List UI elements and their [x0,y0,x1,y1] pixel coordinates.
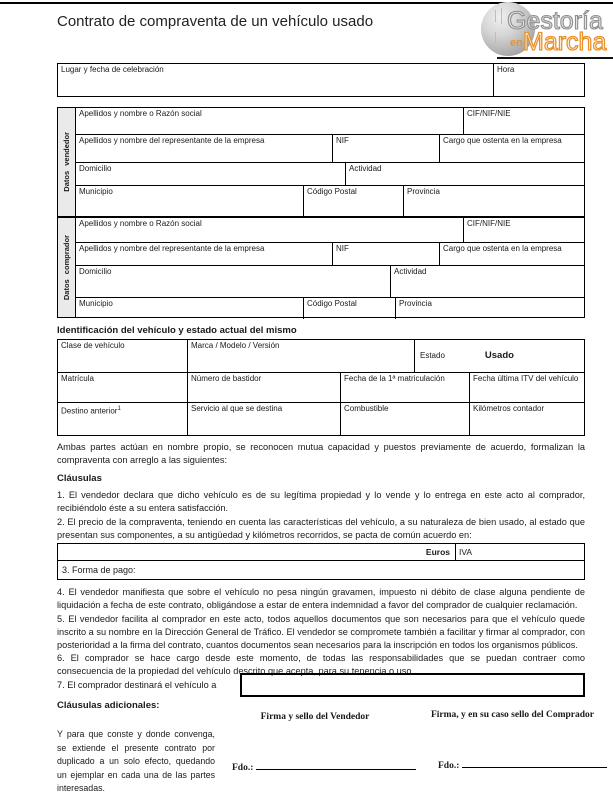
state-value: Usado [484,350,514,361]
buyer-fdo-label: Fdo.: [438,761,460,771]
logo-word-marcha: Marcha [523,28,607,56]
price-table [57,543,585,580]
vehicle-itv-field: Fecha última ITV del vehículo [473,374,579,383]
seller-nif-field: NIF [333,135,440,162]
buyer-id-field: CIF/NIF/NIE [467,219,511,228]
seller-section [57,107,585,217]
seller-signed-line [232,760,416,773]
payment-method-field: 3. Forma de pago: [62,565,136,575]
seller-signature-rule [256,760,416,770]
state-label: Estado [420,351,445,360]
buyer-address-field: Domicilio [76,266,391,297]
buyer-representative-field: Apellidos y nombre del representante de la empresa [76,243,333,265]
field-hora: Hora [497,65,515,74]
clause-1: 1. El vendedor declara que dicho vehículo es de su legítima propiedad y lo vende y lo entrega en este acto al comprador, recibiéndolo éste a su entera satisfacción. [57,490,585,513]
euros-amount-field: Euros [58,544,456,560]
clause-7: 7. El comprador destinará el vehículo a [57,680,217,690]
logo-underline [497,57,613,59]
vehicle-section-heading: Identificación del vehículo y estado actual del mismo [57,325,297,336]
vehicle-table [57,339,585,436]
vehicle-brand-field: Marca / Modelo / Versión [188,340,415,372]
buyer-signature-rule [462,758,607,768]
seller-signature-caption: Firma y sello del Vendedor [260,712,370,722]
clause-2: 2. El precio de la compraventa, teniendo en cuenta las características del vehículo, a su naturaleza de bien usado, al estado que presentan sus componentes, a su antigüedad y kilómetros recorridos, se pacta de común acuerdo en: [57,517,585,540]
seller-activity-field: Actividad [349,164,382,173]
vehicle-chassis-field: Número de bastidor [188,373,341,402]
prev-dest-label: Destino anterior [61,406,118,416]
seller-address-field: Domicilio [76,163,346,185]
logo-word-gestoria: Gestoría [507,7,603,35]
additional-clauses-heading: Cláusulas adicionales: [57,700,160,711]
seller-side-label: Datos vendedor [57,107,75,217]
clause-5: 5. El vendedor facilita al comprador en este acto, todos aquellos documentos que son necesarios para que el vehículo quede inscrito a su nombre en la Dirección General de Tráfico. El vendedor se compromete también a facilitar y firmar al comprador, con posterioridad a la firma del contrato, cuantos documentos sean necesarios para la inscripción en todos los organismos públicos. [57,614,585,650]
seller-position-field: Cargo que ostenta en la empresa [443,136,562,145]
celebration-table [57,63,585,97]
clause-6: 6. El comprador se hace cargo desde este momento, de todas las responsabilidades que se puedan contraer como consecuencia de la propiedad del vehículo descrito que acepta, para su tenencia o uso. [57,653,585,676]
buyer-nif-field: NIF [333,243,440,265]
buyer-side-label: Datos comprador [57,217,75,318]
vehicle-service-field: Servicio al que se destina [188,403,341,435]
vehicle-plate-field: Matrícula [58,373,188,402]
buyer-signed-line [438,758,607,771]
company-logo [481,1,611,57]
vehicle-fuel-field: Combustible [341,403,470,435]
logo-word-en: en [510,37,523,49]
intro-paragraph: Ambas partes actúan en nombre propio, se reconocen mutua capacidad y puestos previamente de acuerdo, formalizan la compraventa con arreglo a las siguientes: [57,442,585,465]
buyer-activity-field: Actividad [394,267,427,276]
buyer-signature-caption: Firma, y en su caso sello del Comprador [430,710,595,720]
clause-4: 4. El vendedor manifiesta que sobre el vehículo no pesa ningún gravamen, impuesto ni débito de clase alguna pendiente de liquidación a fecha de este contrato, obligándose a estar de entera indemnidad a favor del comprador de cualquier reclamación. [57,587,585,610]
vehicle-destination-field [240,673,585,697]
buyer-section [57,217,585,318]
vehicle-class-field: Clase de vehículo [58,340,188,372]
vehicle-first-reg-field: Fecha de la 1ª matriculación [341,373,470,402]
field-place-date: Lugar y fecha de celebración [58,64,494,96]
seller-name-field: Apellidos y nombre o Razón social [76,108,464,134]
footnote-marker: 1 [117,406,121,412]
vehicle-state-field [415,340,584,372]
seller-representative-field: Apellidos y nombre del representante de la empresa [76,135,333,162]
buyer-postal-field: Código Postal [304,298,396,319]
buyer-name-field: Apellidos y nombre o Razón social [76,218,464,242]
buyer-municipality-field: Municipio [76,298,304,319]
buyer-province-field: Provincia [399,299,432,308]
vehicle-prev-dest-field [58,403,188,435]
clauses-heading: Cláusulas [57,473,102,484]
page-title: Contrato de compraventa de un vehículo usado [57,13,374,30]
vehicle-km-field: Kilómetros contador [473,404,545,413]
seller-fdo-label: Fdo.: [232,763,254,773]
buyer-position-field: Cargo que ostenta en la empresa [443,244,562,253]
seller-municipality-field: Municipio [76,186,304,218]
iva-field: IVA [459,547,473,557]
seller-postal-field: Código Postal [304,186,404,218]
seller-id-field: CIF/NIF/NIE [467,109,511,118]
seller-province-field: Provincia [407,187,440,196]
closing-paragraph: Y para que conste y donde convenga, se extiende el presente contrato por duplicado a un solo efecto, quedando un ejemplar en cada una de las partes interesadas. [57,729,215,793]
